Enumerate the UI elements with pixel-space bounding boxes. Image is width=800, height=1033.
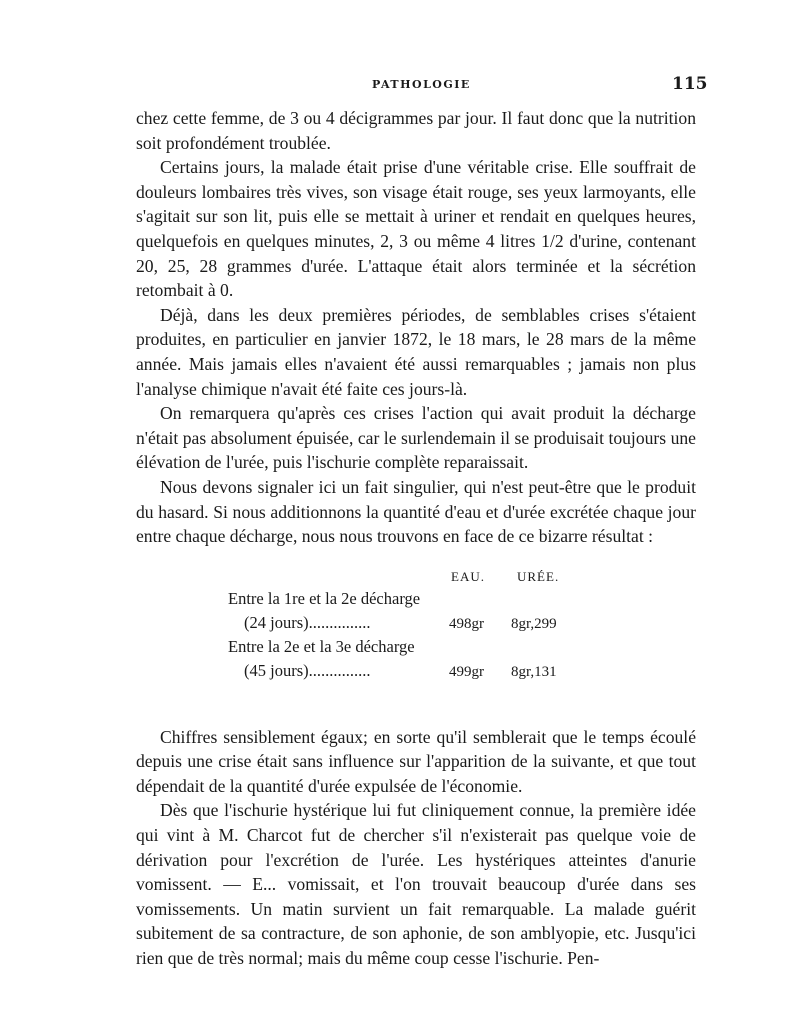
paragraph: Certains jours, la malade était prise d'une véritable crise. Elle souffrait de douleurs lombaires très vives, son visage était rouge, ses yeux larmoyants, elle s'agitait sur son lit, puis elle se mettait à uriner et rendait en quelques heures, quelquefois en quelques minutes, 2, 3 ou même 4 litres 1/2 d'urine, contenant 20, 25, 28 grammes d'urée. L'attaque était alors terminée et la sécrétion retombait à 0. (136, 157, 696, 301)
row-label-line2: (45 jours)............... (244, 660, 371, 680)
page-number: 115 (672, 74, 708, 94)
row-label-line1: Entre la 1re et la 2e décharge (228, 588, 421, 608)
paragraph: Nous devons signaler ici un fait singulier, qui n'est peut-être que le produit du hasard. Si nous additionnons la quantité d'eau et d'urée excrétée chaque jour entre chaque décharge, nous nous trouvons en face de ce bizarre résultat : (136, 476, 696, 547)
paragraph: Déjà, dans les deux premières périodes, de semblables crises s'étaient produites, en particulier en janvier 1872, le 18 mars, le 28 mars de la même année. Mais jamais elles n'avaient été aussi remarquables ; jamais non plus l'analyse chimique n'avait été faite ces jours-là. (136, 304, 696, 399)
paragraph: chez cette femme, de 3 ou 4 décigrammes par jour. Il faut donc que la nutrition soit profondément troublée. (136, 108, 696, 153)
table-cell-uree: 8gr,299 (511, 615, 557, 632)
paragraph: On remarquera qu'après ces crises l'action qui avait produit la décharge n'était pas absolument épuisée, car le surlendemain il se produisait toujours une élévation de l'urée, puis l'ischurie complète reparaissait. (136, 403, 696, 473)
table-cell-uree: 8gr,131 (511, 663, 557, 680)
paragraph: Chiffres sensiblement égaux; en sorte qu'il semblerait que le temps écoulé depuis une crise était sans influence sur l'apparition de la suivante, et que tout dépendait de la quantité d'urée expulsée de l'économie. (136, 726, 696, 796)
column-header-uree: URÉE. (517, 568, 560, 584)
running-title: PATHOLOGIE (372, 78, 471, 91)
table-cell-eau: 499gr (449, 663, 484, 680)
column-header-eau: EAU. (451, 568, 485, 584)
table-cell-eau: 498gr (449, 615, 484, 632)
paragraph: Dès que l'ischurie hystérique lui fut cliniquement connue, la première idée qui vint à M. Charcot fut de chercher s'il n'existerait pas quelque voie de dérivation pour l'excrétion de l'urée. Les hystériques atteintes d'anurie vomissent. — E... vomissait, et l'on trouvait beaucoup d'urée dans ses vomissements. Un matin survient un fait remarquable. La malade guérit subitement de sa contracture, de son aphonie, de son amblyopie, etc. Jusqu'ici rien que de très normal; mais du même coup cesse l'ischurie. Pen- (136, 800, 696, 969)
row-label-line2: (24 jours)............... (244, 612, 371, 632)
uree-table (136, 561, 696, 711)
body-text (136, 106, 696, 971)
row-label-line1: Entre la 2e et la 3e décharge (228, 636, 415, 656)
